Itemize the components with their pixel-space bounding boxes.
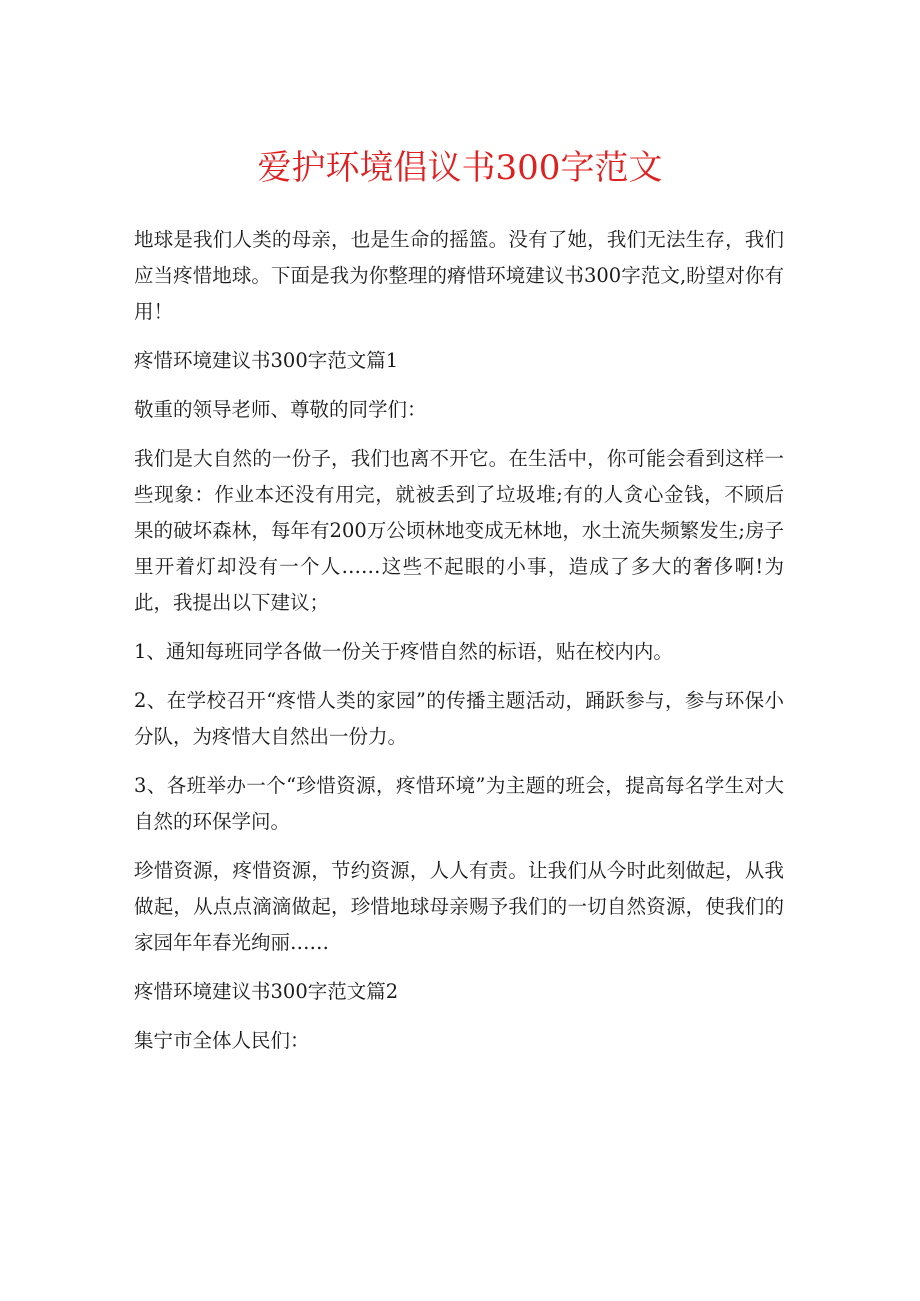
section-heading-2: 疼惜环境建议书300字范文篇2 [134,980,399,1003]
document-title: 爱护环境倡议书300字范文 [257,148,663,188]
closing-paragraph: 珍惜资源，疼惜资源，节约资源，人人有责。让我们从今时此刻做起，从我做起，从点点滴滴做起，珍惜地球母亲赐予我们的一切自然资源，使我们的家园年年春光绚丽…… [134,859,784,954]
section-heading-1: 疼惜环境建议书300字范文篇1 [134,349,399,372]
suggestion-item-1: 1、通知每班同学各做一份关于疼惜自然的标语，贴在校内内。 [134,640,673,663]
document-body [134,222,784,1072]
salutation-paragraph-2: 集宁市全体人民们： [134,1029,310,1052]
body-paragraph: 我们是大自然的一份子，我们也离不开它。在生活中，你可能会看到这样一些现象：作业本还没有用完，就被丢到了垃圾堆;有的人贪心金钱，不顾后果的破坏森林，每年有200万公顷林地变成无林地，水土流失频繁发生;房子里开着灯却没有一个人……这些不起眼的小事，造成了多大的奢侈啊!为此，我提出以下建议； [134,447,784,614]
suggestion-item-3: 3、各班举办一个“珍惜资源，疼惜环境”为主题的班会，提高每名学生对大自然的环保学问。 [134,774,784,833]
intro-paragraph: 地球是我们人类的母亲，也是生命的摇篮。没有了她，我们无法生存，我们应当疼惜地球。下面是我为你整理的瘠惜环境建议书300字范文,盼望对你有用！ [134,228,784,323]
salutation-paragraph: 敬重的领导老师、尊敬的同学们： [134,398,427,421]
suggestion-item-2: 2、在学校召开“疼惜人类的家园”的传播主题活动，踊跃参与，参与环保小分队，为疼惜大自然出一份力。 [134,689,784,748]
